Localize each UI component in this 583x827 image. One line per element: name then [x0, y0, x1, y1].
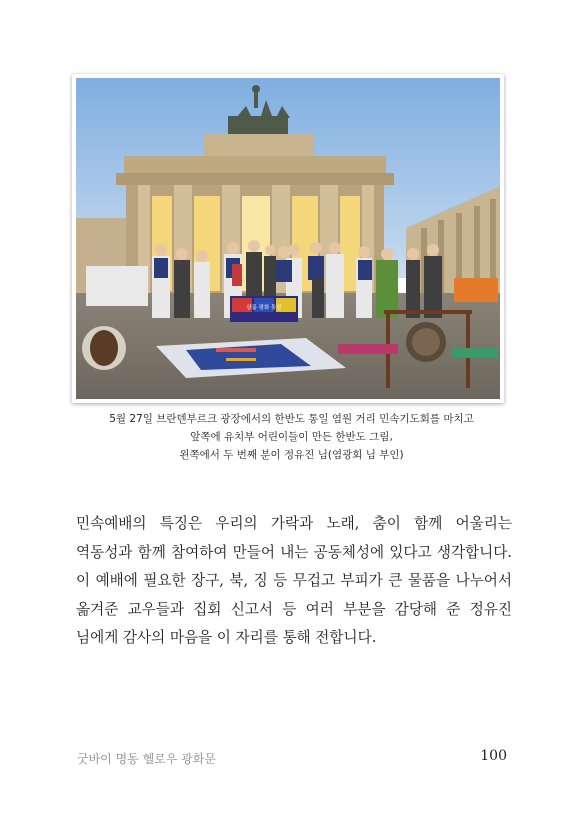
gate-attic	[204, 134, 314, 156]
photo-caption	[40, 410, 543, 464]
banner-left	[86, 266, 148, 306]
brandenburg-gate-photo	[76, 78, 500, 399]
photo-frame	[72, 74, 504, 403]
body-paragraph: 민속예배의 특징은 우리의 가락과 노래, 춤이 함께 어울리는 역동성과 함께 참여하여 만들어 내는 공동체성에 있다고 생각합니다. 이 예배에 필요한 장구, 북, 징 등 무겁고 부피가 큰 물품을 나누어서 옮겨준 교우들과 집회 신고서 등 여러 부분을 감당해 준 정유진 님에게 감사의 마음을 이 자리를 통해 전합니다.	[76, 515, 512, 646]
footer-book-title: 굿바이 명동 헬로우 광화문	[77, 752, 216, 766]
page-number: 100	[480, 748, 507, 764]
caption-line-2: 앞쪽에 유치부 어린이들이 만든 한반도 그림,	[190, 431, 393, 443]
sign-text: 샬롬 평화 통일	[246, 305, 282, 311]
caption-line-3: 왼쪽에서 두 번째 분이 정유진 님(염광회 님 부인)	[179, 449, 404, 461]
caption-line-1: 5월 27일 브란덴부르크 광장에서의 한반도 통일 염원 거리 민속기도회를 마치고	[109, 413, 474, 425]
banner-right	[454, 278, 498, 302]
